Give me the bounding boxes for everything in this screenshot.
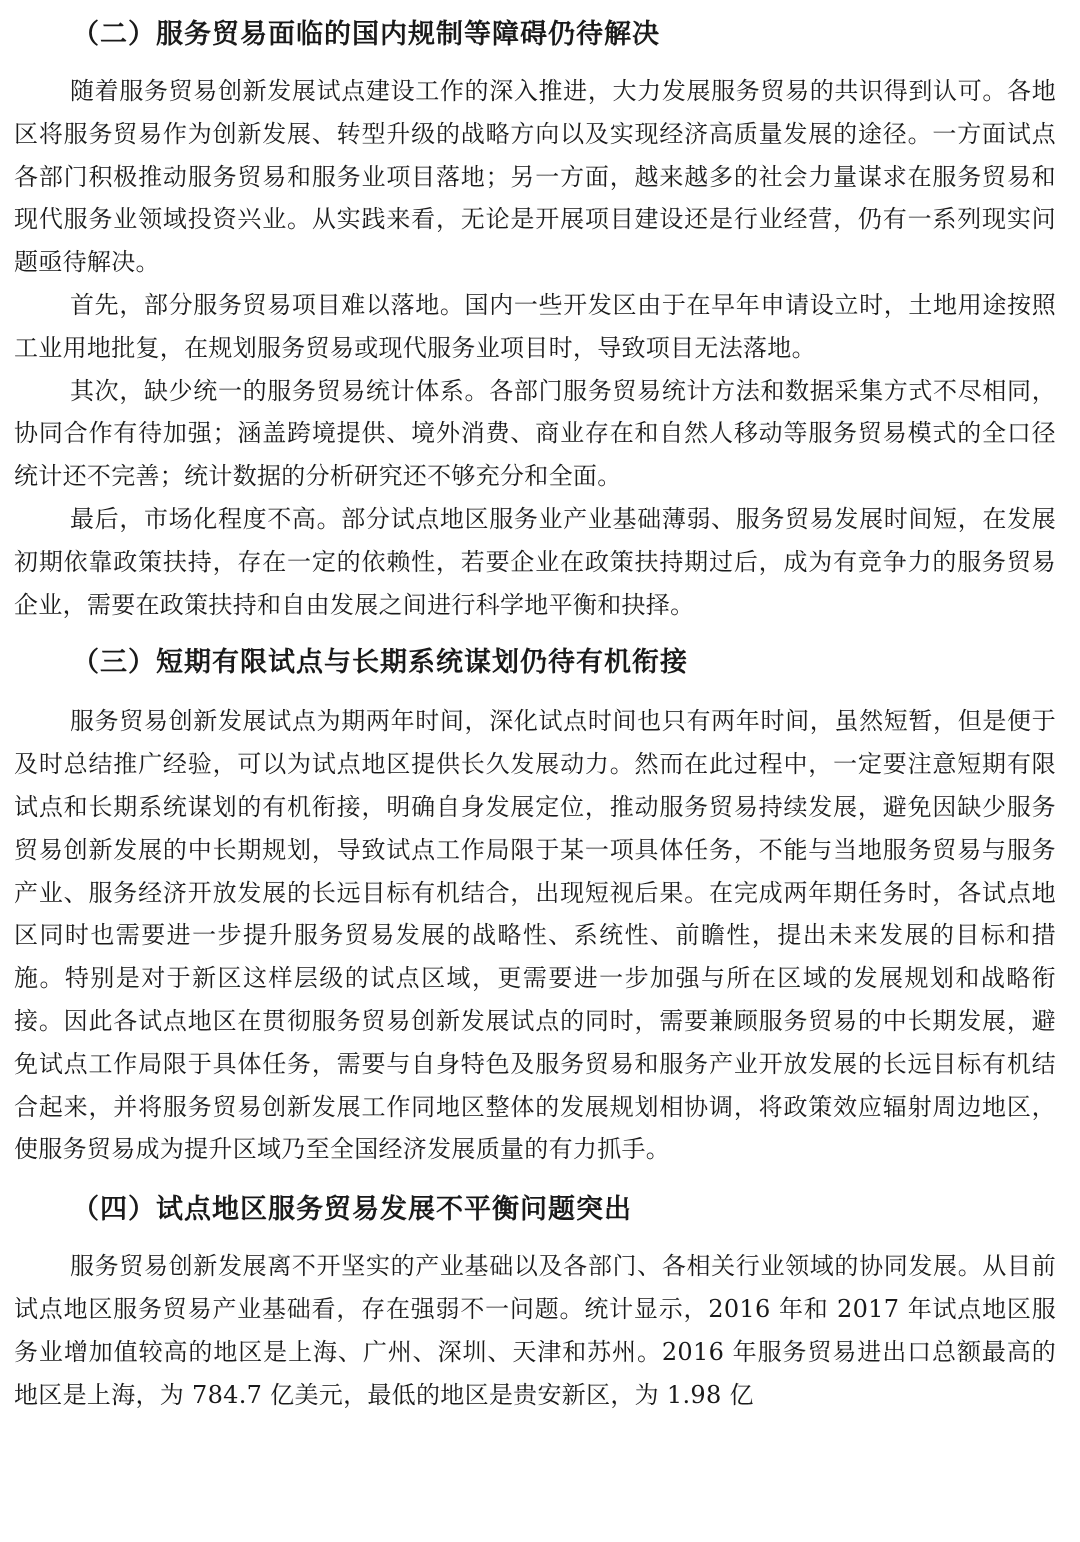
section-body-3 (14, 700, 1056, 1171)
paragraph: 其次，缺少统一的服务贸易统计体系。各部门服务贸易统计方法和数据采集方式不尽相同，协同合作有待加强；涵盖跨境提供、境外消费、商业存在和自然人移动等服务贸易模式的全口径统计还不完善；统计数据的分析研究还不够充分和全面。 (14, 376, 1056, 491)
paragraph: 最后，市场化程度不高。部分试点地区服务业产业基础薄弱、服务贸易发展时间短，在发展初期依靠政策扶持，存在一定的依赖性，若要企业在政策扶持期过后，成为有竞争力的服务贸易企业，需要在政策扶持和自由发展之间进行科学地平衡和抉择。 (14, 504, 1056, 619)
section-heading-4: （四）试点地区服务贸易发展不平衡问题突出 (72, 1194, 632, 1226)
paragraph: 首先，部分服务贸易项目难以落地。国内一些开发区由于在早年申请设立时，土地用途按照工业用地批复，在规划服务贸易或现代服务业项目时，导致项目无法落地。 (14, 290, 1056, 362)
section-body-2 (14, 70, 1056, 626)
section-body-4 (14, 1245, 1056, 1416)
paragraph: 服务贸易创新发展试点为期两年时间，深化试点时间也只有两年时间，虽然短暂，但是便于及时总结推广经验，可以为试点地区提供长久发展动力。然而在此过程中，一定要注意短期有限试点和长期系统谋划的有机衔接，明确自身发展定位，推动服务贸易持续发展，避免因缺少服务贸易创新发展的中长期规划，导致试点工作局限于某一项具体任务，不能与当地服务贸易与服务产业、服务经济开放发展的长远目标有机结合，出现短视后果。在完成两年期任务时，各试点地区同时也需要进一步提升服务贸易发展的战略性、系统性、前瞻性，提出未来发展的目标和措施。特别是对于新区这样层级的试点区域，更需要进一步加强与所在区域的发展规划和战略衔接。因此各试点地区在贯彻服务贸易创新发展试点的同时，需要兼顾服务贸易的中长期发展，避免试点工作局限于具体任务，需要与自身特色及服务贸易和服务产业开放发展的长远目标有机结合起来，并将服务贸易创新发展工作同地区整体的发展规划相协调，将政策效应辐射周边地区，使服务贸易成为提升区域乃至全国经济发展质量的有力抓手。 (14, 707, 1056, 1164)
section-heading-2: （二）服务贸易面临的国内规制等障碍仍待解决 (72, 19, 660, 50)
document-page (14, 10, 1056, 1416)
paragraph: 随着服务贸易创新发展试点建设工作的深入推进，大力发展服务贸易的共识得到认可。各地区将服务贸易作为创新发展、转型升级的战略方向以及实现经济高质量发展的途径。一方面试点各部门积极推动服务贸易和服务业项目落地；另一方面，越来越多的社会力量谋求在服务贸易和现代服务业领域投资兴业。从实践来看，无论是开展项目建设还是行业经营，仍有一系列现实问题亟待解决。 (14, 77, 1056, 277)
section-heading-3: （三）短期有限试点与长期系统谋划仍待有机衔接 (72, 647, 688, 679)
paragraph: 服务贸易创新发展离不开坚实的产业基础以及各部门、各相关行业领域的协同发展。从目前试点地区服务贸易产业基础看，存在强弱不一问题。统计显示，2016 年和 2017 年试点地区服务业增加值较高的地区是上海、广州、深圳、天津和苏州。2016 年服务贸易进出口总额最高的地区是上海，为 784.7 亿美元，最低的地区是贵安新区，为 1.98 亿 (14, 1252, 1056, 1409)
